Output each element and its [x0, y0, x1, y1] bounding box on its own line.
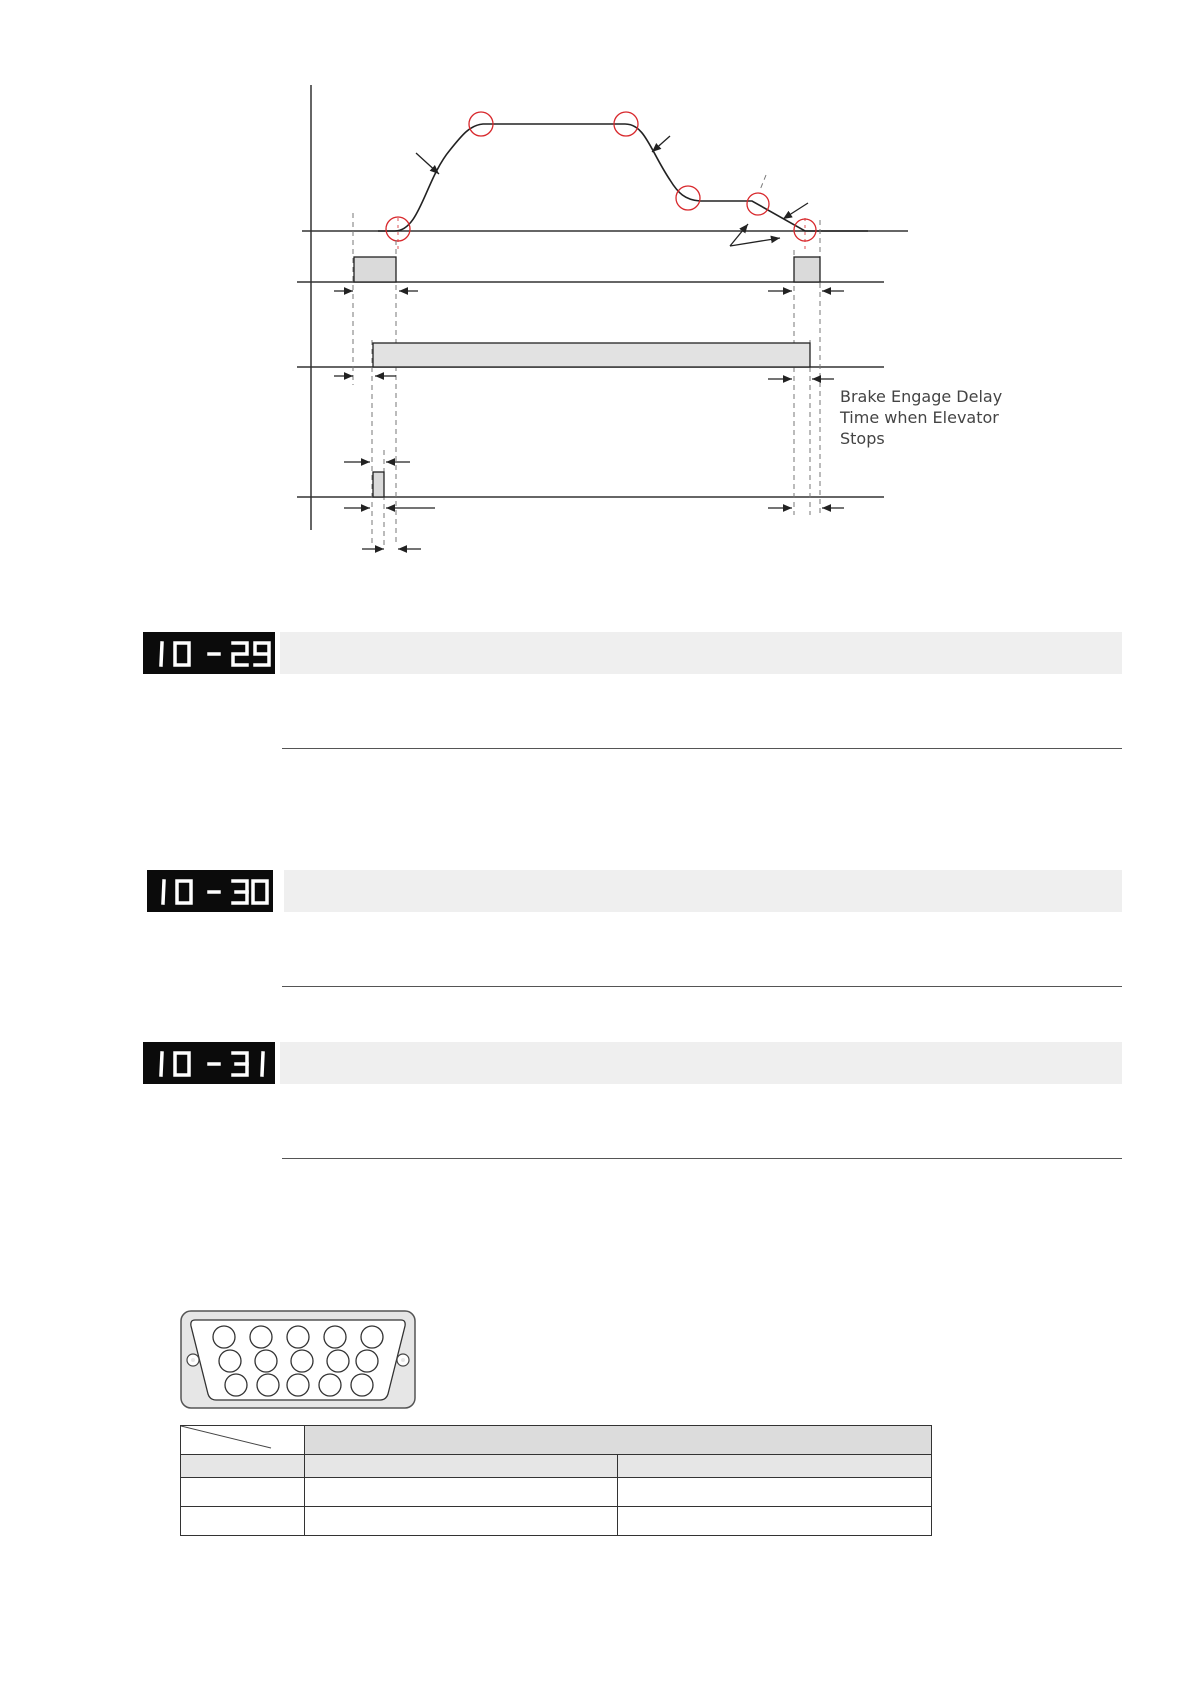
- parameter-separator-10-30: [282, 986, 1122, 987]
- pin-table-subheader-row: [181, 1455, 932, 1478]
- arrow-1: [416, 153, 439, 174]
- annotation-line-1: Brake Engage Delay: [840, 387, 1003, 406]
- pin-table-cell: [304, 1507, 618, 1536]
- annotation-line-2: Time when Elevator: [840, 408, 999, 427]
- seven-segment-code-10-30: [147, 870, 273, 912]
- pin-table-corner-cell: [181, 1426, 305, 1455]
- arrow-2: [652, 136, 670, 152]
- parameter-separator-10-29: [282, 748, 1122, 749]
- corner-diagonal: [181, 1426, 305, 1454]
- arrow-5: [730, 238, 780, 246]
- timing-diagram: [0, 0, 1191, 560]
- parameter-header-10-31: [280, 1042, 1122, 1084]
- guide-8: [760, 175, 766, 190]
- db15-connector-icon: [180, 1310, 416, 1410]
- signal-pulse-3: [373, 343, 810, 367]
- signal-pulse-2: [794, 257, 820, 282]
- pin-table-row: [181, 1507, 932, 1536]
- speed-curve: [378, 124, 868, 231]
- pin-table: [180, 1425, 932, 1536]
- annotation-line-3: Stops: [840, 429, 885, 448]
- pin-table-header-row: [181, 1426, 932, 1455]
- parameter-separator-10-31: [282, 1158, 1122, 1159]
- brake-engage-delay-label: [840, 386, 1002, 449]
- marker-stop: [794, 219, 816, 241]
- signal-pulse-1: [354, 257, 396, 282]
- pin-table-cell: [181, 1455, 305, 1478]
- parameter-badge-10-29: [143, 632, 275, 674]
- signal-pulse-4: [373, 472, 384, 497]
- seven-segment-code-10-31: [143, 1042, 275, 1084]
- pin-table-row: [181, 1478, 932, 1507]
- parameter-badge-10-30: [147, 870, 273, 912]
- arrow-3: [783, 203, 808, 219]
- parameter-header-10-29: [280, 632, 1122, 674]
- pin-table-cell: [181, 1507, 305, 1536]
- pin-table-header-cell: [304, 1426, 931, 1455]
- parameter-header-10-30: [284, 870, 1122, 912]
- pin-table-cell: [304, 1455, 618, 1478]
- pin-table-cell: [304, 1478, 618, 1507]
- pin-table-cell: [618, 1455, 932, 1478]
- parameter-badge-10-31: [143, 1042, 275, 1084]
- pin-table-cell: [618, 1478, 932, 1507]
- pin-table-cell: [181, 1478, 305, 1507]
- curve-markers: [386, 112, 816, 241]
- seven-segment-code-10-29: [143, 632, 275, 674]
- pin-table-cell: [618, 1507, 932, 1536]
- arrow-4: [730, 224, 748, 246]
